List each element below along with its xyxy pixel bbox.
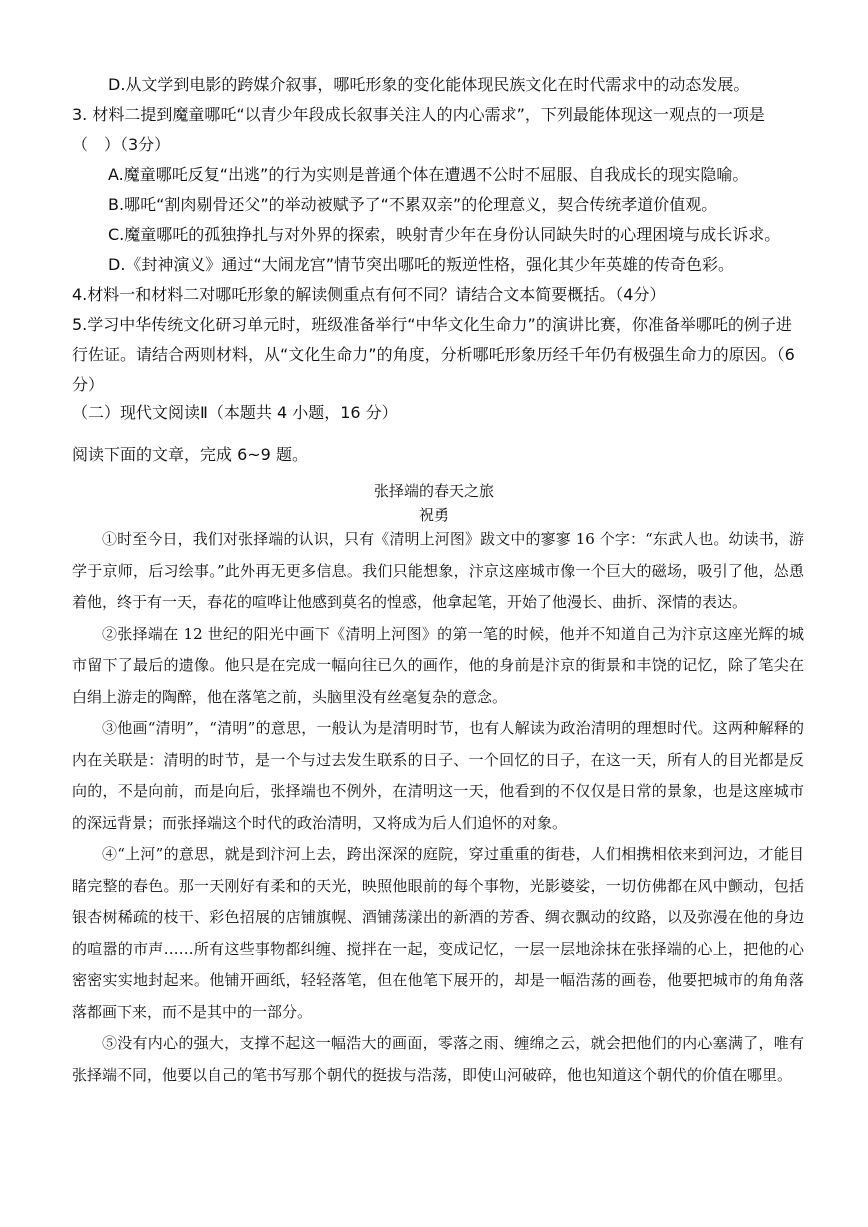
section-instruction: 阅读下面的文章，完成 6~9 题。 <box>72 445 308 464</box>
article-title: 张择端的春天之旅 <box>373 482 494 500</box>
article-paragraph: ①时至今日，我们对张择端的认识，只有《清明上河图》跋文中的寥寥 16 个字：“东武人也。幼读书，游学于京师，后习绘事。”此外再无更多信息。我们只能想象，汴京这座城市像一个巨大的磁场，吸引了他，怂恿着他，终于有一天，春花的喧哗让他感到莫名的惶惑，他拿起笔，开始了他漫长、曲折、深情的表达。 <box>72 530 804 611</box>
section-heading: （二）现代文阅读Ⅱ（本题共 4 小题，16 分） <box>72 403 398 422</box>
article-paragraph: ②张择端在 12 世纪的阳光中画下《清明上河图》的第一笔的时候，他并不知道自己为汴京这座光辉的城市留下了最后的遗像。他只是在完成一幅向往已久的画作，他的身前是汴京的街景和丰饶的记忆，除了笔尖在白绢上游走的陶醉，他在落笔之前，头脑里没有丝毫复杂的意念。 <box>72 624 804 706</box>
article-paragraph: ③他画“清明”，“清明”的意思，一般认为是清明时节，也有人解读为政治清明的理想时代。这两种解释的内在关联是：清明的时节，是一个与过去发生联系的日子、一个回忆的日子，在这一天，所有人的目光都是反向的，不是向前，而是向后，张择端也不例外，在清明这一天，他看到的不仅仅是日常的景象，也是这座城市的深远背景；而张择端这个时代的政治清明，又将成为后人们追怀的对象。 <box>72 719 804 832</box>
q3-stem: 3. 材料二提到魔童哪吒“以青少年段成长叙事关注人的内心需求”，下列最能体现这一观点的一项是（ ）（3分） <box>72 105 765 154</box>
q3-option-a: A.魔童哪吒反复“出逃”的行为实则是普通个体在遭遇不公时不屈服、自我成长的现实隐喻。 <box>108 165 749 184</box>
article-author: 祝勇 <box>418 506 449 524</box>
article-paragraph: ⑤没有内心的强大，支撑不起这一幅浩大的画面，零落之雨、缠绵之云，就会把他们的内心塞满了，唯有张择端不同，他要以自己的笔书写那个朝代的挺拔与浩荡，即使山河破碎，他也知道这个朝代的价值在哪里。 <box>72 1034 804 1084</box>
q3-option-d: D.《封神演义》通过“大闹龙宫”情节突出哪吒的叛逆性格，强化其少年英雄的传奇色彩。 <box>108 255 734 274</box>
q3-option-c: C.魔童哪吒的孤独挣扎与对外界的探索，映射青少年在身份认同缺失时的心理困境与成长诉求。 <box>108 225 781 244</box>
q5: 5.学习中华传统文化研习单元时，班级准备举行“中华文化生命力”的演讲比赛，你准备举哪吒的例子进行佐证。请结合两则材料，从“文化生命力”的角度，分析哪吒形象历经千年仍有极强生命力的原因。（6分） <box>72 315 795 394</box>
article-body <box>72 524 804 1091</box>
q2-option-d: D.从文学到电影的跨媒介叙事，哪吒形象的变化能体现民族文化在时代需求中的动态发展。 <box>108 75 750 94</box>
q4: 4.材料一和材料二对哪吒形象的解读侧重点有何不同？请结合文本简要概括。（4分） <box>72 285 666 304</box>
question-block <box>72 70 804 400</box>
article-paragraph: ④“上河”的意思，就是到汴河上去，跨出深深的庭院，穿过重重的街巷，人们相携相依来到河边，才能目睹完整的春色。那一天刚好有柔和的天光，映照他眼前的每个事物，光影婆娑，一切仿佛都在风中颤动，包括银杏树稀疏的枝干、彩色招展的店铺旗幌、酒铺荡漾出的新酒的芳香、绸衣飘动的纹路，以及弥漫在他的身边的喧嚣的市声……所有这些事物都纠缠、搅拌在一起，变成记忆，一层一层地涂抹在张择端的心上，把他的心密密实实地封起来。他铺开画纸，轻轻落笔，但在他笔下展开的，却是一幅浩荡的画卷，他要把城市的角角落落都画下来，而不是其中的一部分。 <box>72 845 804 1021</box>
q3-option-b: B.哪吒“割肉剔骨还父”的举动被赋予了“不累双亲”的伦理意义，契合传统孝道价值观。 <box>108 195 718 214</box>
